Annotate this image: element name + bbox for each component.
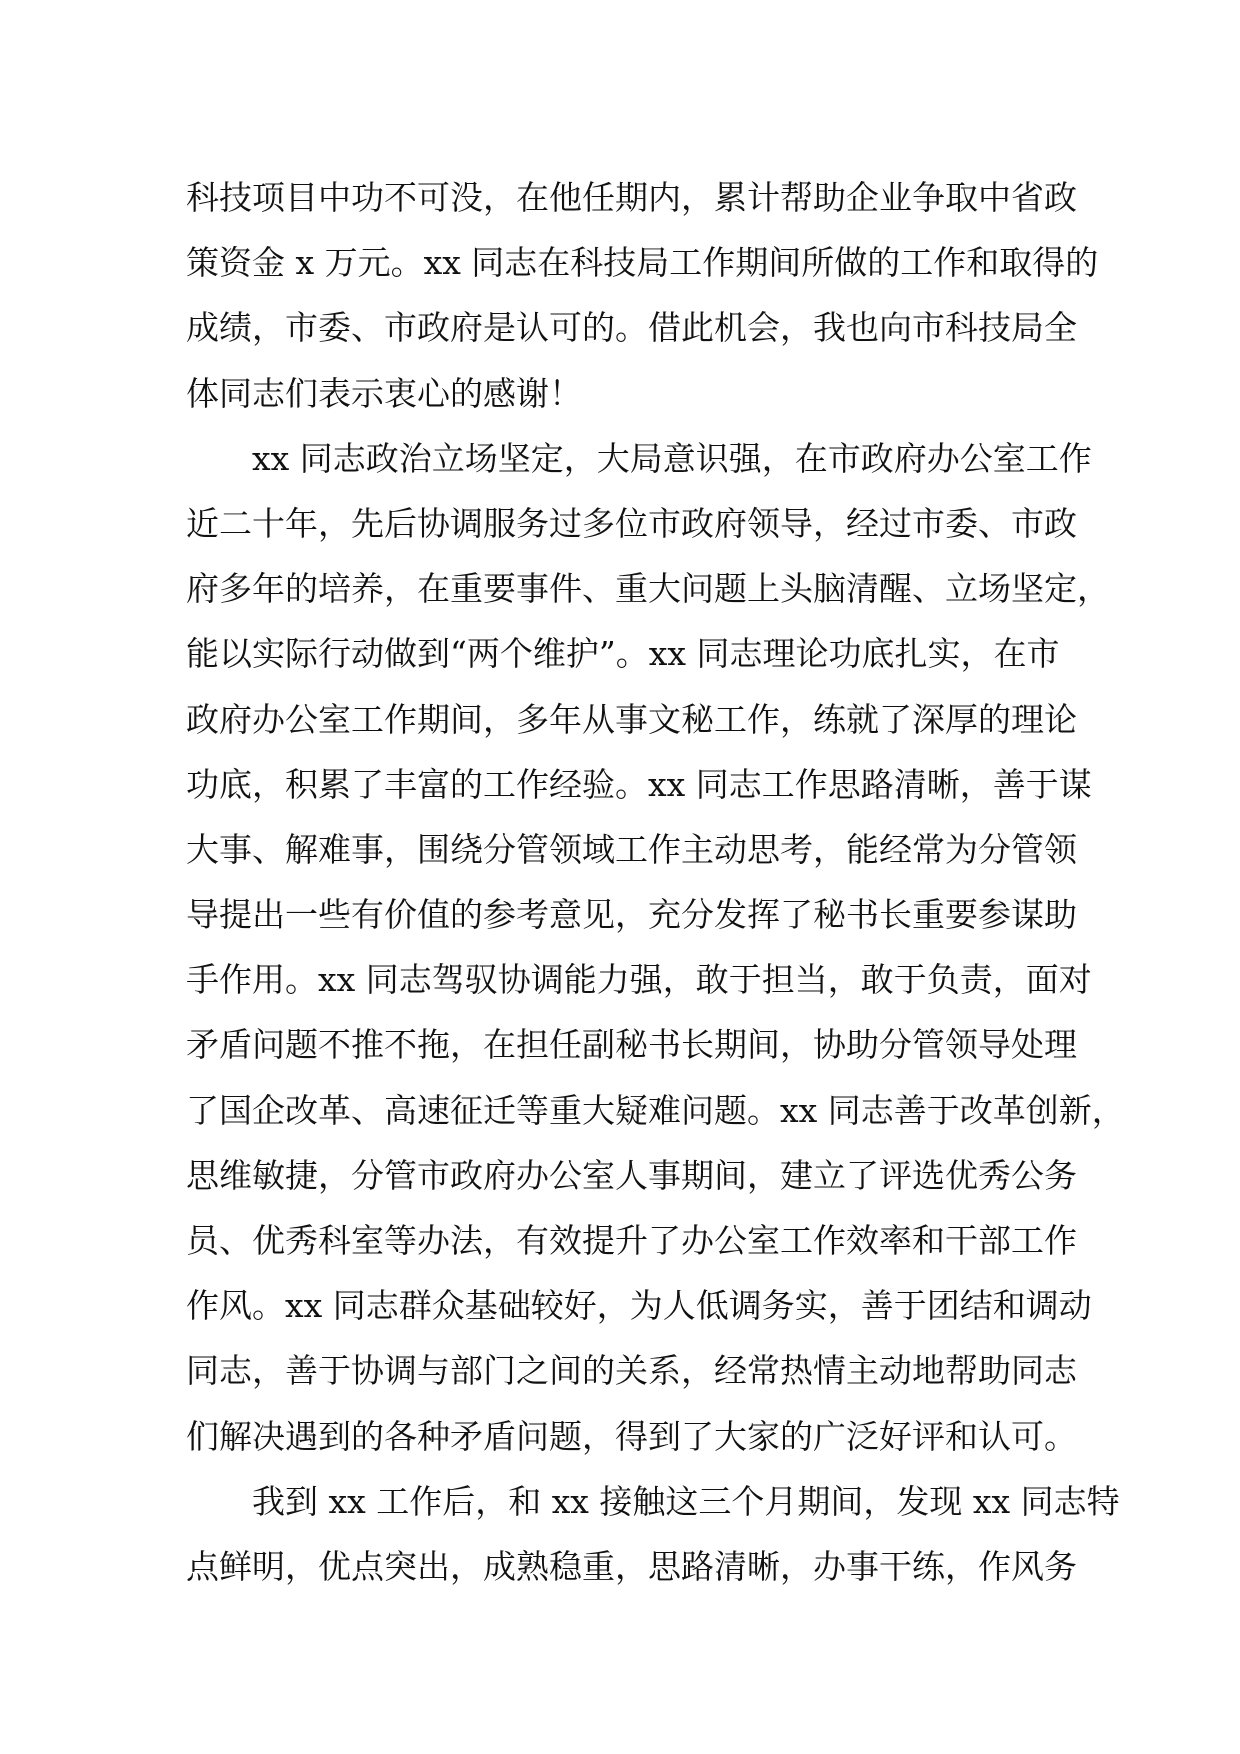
text-line: xx 同志政治立场坚定，大局意识强，在市政府办公室工作: [186, 438, 1092, 478]
text-line: 体同志们表示衷心的感谢！: [186, 373, 582, 413]
text-line: 点鲜明，优点突出，成熟稳重，思路清晰，办事干练，作风务: [186, 1546, 1077, 1586]
text-line: 作风。xx 同志群众基础较好，为人低调务实，善于团结和调动: [186, 1286, 1092, 1326]
text-line: 策资金 x 万元。xx 同志在科技局工作期间所做的工作和取得的: [186, 243, 1099, 283]
text-line: 导提出一些有价值的参考意见，充分发挥了秘书长重要参谋助: [186, 895, 1077, 935]
text-line: 成绩，市委、市政府是认可的。借此机会，我也向市科技局全: [186, 308, 1077, 348]
text-line: 思维敏捷，分管市政府办公室人事期间，建立了评选优秀公务: [186, 1155, 1077, 1195]
text-line: 能以实际行动做到“两个维护”。xx 同志理论功底扎实，在市: [186, 634, 1060, 674]
text-line: 手作用。xx 同志驾驭协调能力强，敢于担当，敢于负责，面对: [186, 960, 1092, 1000]
text-line: 功底，积累了丰富的工作经验。xx 同志工作思路清晰，善于谋: [186, 764, 1092, 804]
text-line: 政府办公室工作期间，多年从事文秘工作，练就了深厚的理论: [186, 699, 1077, 739]
text-line: 科技项目中功不可没，在他任期内，累计帮助企业争取中省政: [186, 178, 1077, 217]
text-line: 大事、解难事，围绕分管领域工作主动思考，能经常为分管领: [186, 829, 1077, 869]
text-line: 府多年的培养，在重要事件、重大问题上头脑清醒、立场坚定，: [186, 569, 1110, 609]
body-text: [186, 165, 1125, 1599]
text-line: 近二十年，先后协调服务过多位市政府领导，经过市委、市政: [186, 503, 1077, 543]
text-line: 员、优秀科室等办法，有效提升了办公室工作效率和干部工作: [186, 1221, 1077, 1260]
text-line: 了国企改革、高速征迁等重大疑难问题。xx 同志善于改革创新，: [186, 1090, 1125, 1130]
text-line: 们解决遇到的各种矛盾问题，得到了大家的广泛好评和认可。: [186, 1416, 1077, 1456]
text-line: 我到 xx 工作后，和 xx 接触这三个月期间，发现 xx 同志特: [186, 1481, 1120, 1521]
text-line: 矛盾问题不推不拖，在担任副秘书长期间，协助分管领导处理: [186, 1025, 1077, 1065]
text-line: 同志，善于协调与部门之间的关系，经常热情主动地帮助同志: [186, 1351, 1077, 1391]
